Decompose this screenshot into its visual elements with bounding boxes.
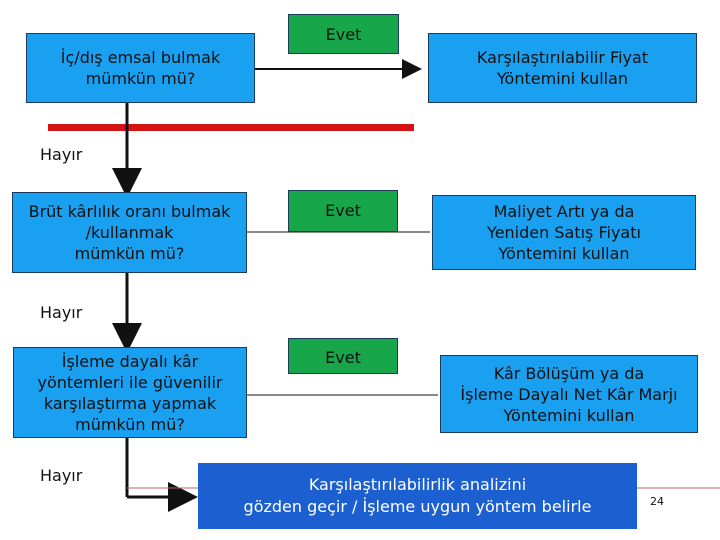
method-text-1: Karşılaştırılabilir Fiyat Yöntemini kullan	[476, 48, 649, 88]
question-text-1: İç/dış emsal bulmak mümkün mü?	[60, 48, 221, 88]
accent-bar	[48, 124, 414, 131]
question-box-1	[26, 33, 255, 103]
final-text: Karşılaştırılabilirlik analizini gözden geçir / İşleme uygun yöntem belirle	[243, 475, 592, 516]
question-text-3: İşleme dayalı kâr yöntemleri ile güvenilir karşılaştırma yapmak mümkün mü?	[37, 351, 223, 434]
method-box-3	[440, 355, 698, 433]
method-text-3: Kâr Bölüşüm ya da İşleme Dayalı Net Kâr Marjı Yöntemini kullan	[460, 363, 678, 425]
slide-number: 24	[650, 495, 664, 508]
question-box-2	[12, 192, 247, 273]
method-box-1	[428, 33, 697, 103]
final-box	[198, 463, 637, 529]
yes-label-3: Evet	[288, 338, 398, 374]
yes-label-1: Evet	[288, 14, 399, 54]
method-box-2	[432, 195, 696, 270]
method-text-2: Maliyet Artı ya da Yeniden Satış Fiyatı Yöntemini kullan	[487, 202, 641, 263]
question-text-2: Brüt kârlılık oranı bulmak /kullanmak mümkün mü?	[28, 202, 231, 263]
yes-label-2: Evet	[288, 190, 398, 232]
no-label-1: Hayır	[40, 145, 83, 164]
question-box-3	[13, 347, 247, 438]
no-label-3: Hayır	[40, 466, 83, 485]
no-label-2: Hayır	[40, 303, 83, 322]
